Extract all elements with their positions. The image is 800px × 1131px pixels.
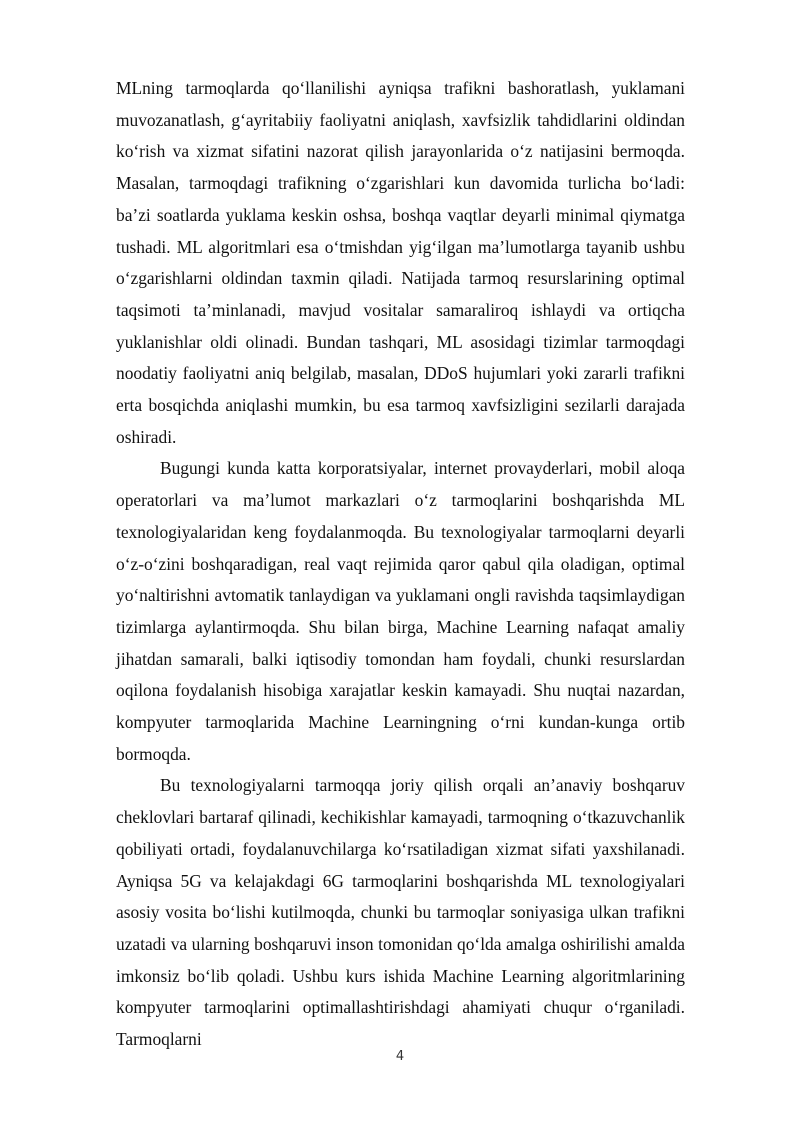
- paragraph-1: MLning tarmoqlarda qo‘llanilishi ayniqsa trafikni bashoratlash, yuklamani muvozanatlash, g‘ayritabiiy faoliyatni aniqlash, xavfsizlik tahdidlarini oldindan ko‘rish va xizmat sifatini nazorat qilish jarayonlarida o‘z natijasini bermoqda. Masalan, tarmoqdagi trafikning o‘zgarishlari kun davomida turlicha bo‘ladi: ba’zi soatlarda yuklama keskin oshsa, boshqa vaqtlar deyarli minimal qiymatga tushadi. ML algoritmlari esa o‘tmishdan yig‘ilgan ma’lumotlarga tayanib ushbu o‘zgarishlarni oldindan taxmin qiladi. Natijada tarmoq resurslarining optimal taqsimoti ta’minlanadi, mavjud vositalar samaraliroq ishlaydi va ortiqcha yuklanishlar oldi olinadi. Bundan tashqari, ML asosidagi tizimlar tarmoqdagi noodatiy faoliyatni aniq belgilab, masalan, DDoS hujumlari yoki zararli trafikni erta bosqichda aniqlashi mumkin, bu esa tarmoq xavfsizligini sezilarli darajada oshiradi.: [116, 78, 685, 447]
- paragraph-3: Bu texnologiyalarni tarmoqqa joriy qilish orqali an’anaviy boshqaruv cheklovlari bartaraf qilinadi, kechikishlar kamayadi, tarmoqning o‘tkazuvchanlik qobiliyati ortadi, foydalanuvchilarga ko‘rsatiladigan xizmat sifati yaxshilanadi. Ayniqsa 5G va kelajakdagi 6G tarmoqlarini boshqarishda ML texnologiyalari asosiy vosita bo‘lishi kutilmoqda, chunki bu tarmoqlar soniyasiga ulkan trafikni uzatadi va ularning boshqaruvi inson tomonidan qo‘lda amalga oshirilishi amalda imkonsiz bo‘lib qoladi. Ushbu kurs ishida Machine Learning algoritmlarining kompyuter tarmoqlarini optimallashtirishdagi ahamiyati chuqur o‘rganiladi. Tarmoqlarni: [116, 775, 685, 1050]
- body-text: [116, 73, 685, 1056]
- page-number: 4: [395, 1049, 405, 1064]
- paragraph-2: Bugungi kunda katta korporatsiyalar, internet provayderlari, mobil aloqa operatorlari va ma’lumot markazlari o‘z tarmoqlarini boshqarishda ML texnologiyalaridan keng foydalanmoqda. Bu texnologiyalar tarmoqlarni deyarli o‘z-o‘zini boshqaradigan, real vaqt rejimida qaror qabul qila oladigan, optimal yo‘naltirishni avtomatik tanlaydigan va yuklamani ongli ravishda taqsimlaydigan tizimlarga aylantirmoqda. Shu bilan birga, Machine Learning nafaqat amaliy jihatdan samarali, balki iqtisodiy tomondan ham foydali, chunki resurslardan oqilona foydalanish hisobiga xarajatlar keskin kamayadi. Shu nuqtai nazardan, kompyuter tarmoqlarida Machine Learningning o‘rni kundan-kunga ortib bormoqda.: [116, 458, 685, 764]
